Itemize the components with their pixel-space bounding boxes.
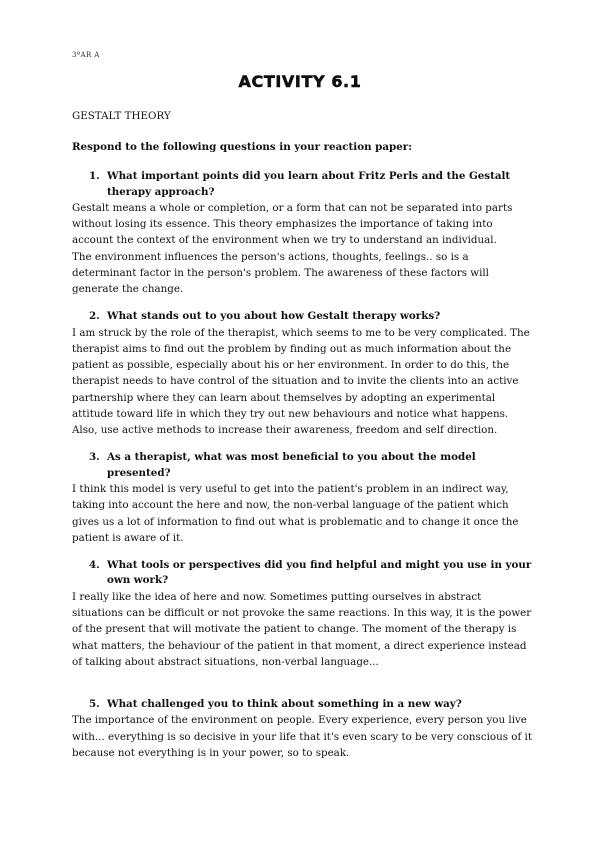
question-block-3 <box>72 450 534 546</box>
question-text <box>72 450 534 481</box>
question-label: As a therapist, what was most beneficial to you about the model presented? <box>107 451 476 479</box>
question-label: What tools or perspectives did you find helpful and might you use in your own work? <box>107 558 532 587</box>
answer-text: Gestalt means a whole or completion, or a form that can not be separated into parts without losing its essence. This theory emphasizes the importance of taking into account the context of the environment when we try to understand an individual. <box>72 202 513 247</box>
question-text <box>72 309 534 325</box>
section-title: GESTALT THEORY <box>72 110 171 122</box>
question-number: 4. <box>89 558 100 571</box>
question-label: What important points did you learn about Fritz Perls and the Gestalt therapy approach? <box>107 170 511 198</box>
question-block-4 <box>72 558 534 670</box>
question-label: What stands out to you about how Gestalt therapy works? <box>107 310 441 323</box>
question-text <box>72 169 534 200</box>
question-number: 2. <box>89 310 100 323</box>
question-text <box>72 558 534 589</box>
answer-text: I think this model is very useful to get into the patient's problem in an indirect way, taking into account the here and now, the non-verbal language of the patient which gives us a lot of information to find out what is problematic and to change it once the patient is aware of it. <box>72 483 519 544</box>
question-block-2 <box>72 309 534 438</box>
header-mark: 3ºAR A <box>72 51 100 59</box>
question-block-5 <box>72 697 534 761</box>
answer-text: I am struck by the role of the therapist, which seems to me to be very complicated. The therapist aims to find out the problem by finding out as much information about the patient as possible, especially about his or her environment. In order to do this, the therapist needs to have control of the situation and to invite the clients into an active partnership where they can learn about themselves by adopting an experimental attitude toward life in which they try out new behaviours and notice what happens. Also, use active methods to increase their awareness, freedom and self direction. <box>72 326 530 436</box>
document-body <box>72 110 534 761</box>
question-label: What challenged you to think about something in a new way? <box>107 697 462 710</box>
answer-text-continued: The environment influences the person's actions, thoughts, feelings.. so is a determinant factor in the person's problem. The awareness of these factors will generate the change. <box>72 250 489 296</box>
answer-text: The importance of the environment on people. Every experience, every person you live with... everything is so decisive in your life that it's even scary to be very conscious of it because not everything is in your power, so to speak. <box>72 714 532 759</box>
lead-instruction: Respond to the following questions in your reaction paper: <box>72 141 413 153</box>
question-number: 3. <box>89 451 100 464</box>
page-title: ACTIVITY 6.1 <box>238 72 362 91</box>
question-number: 5. <box>89 697 100 710</box>
question-text <box>72 697 534 713</box>
question-block-1 <box>72 169 534 297</box>
question-number: 1. <box>89 170 100 182</box>
answer-text: I really like the idea of here and now. Sometimes putting ourselves in abstract situations can be difficult or not provoke the same reactions. In this way, it is the power of the present that will motivate the patient to change. The moment of the therapy is what matters, the behaviour of the patient in that moment, a direct experience instead of talking about abstract situations, non-verbal language... <box>72 590 532 668</box>
